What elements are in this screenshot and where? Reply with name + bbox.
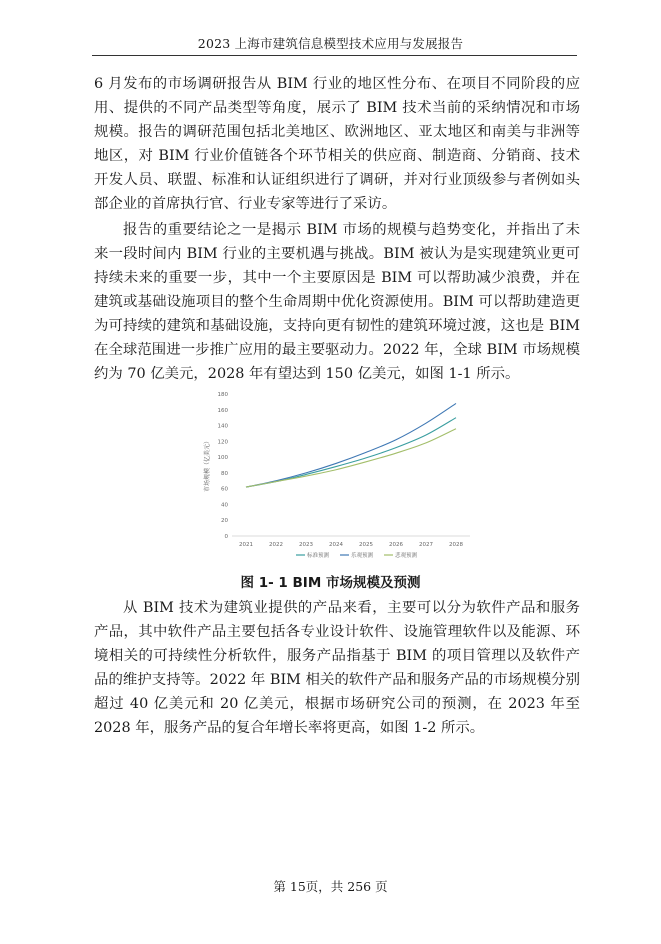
y-tick-label: 0 [224, 534, 228, 540]
body-paragraph-1: 6 月发布的市场调研报告从 BIM 行业的地区性分布、在项目不同阶段的应用、提供的不同产品类型等角度，展示了 BIM 技术当前的采纳情况和市场规模。报告的调研范围包括北美地区、欧洲地区、亚太地区和南美与非洲等地区，对 BIM 行业价值链各个环节相关的供应商、制造商、分销商、技术开发人员、联盟、标准和认证组织进行了调研，并对行业顶级参与者例如头部企业的首席执行官、行业专家等进行了采访。 [94, 76, 580, 212]
y-tick-label: 100 [217, 455, 228, 462]
x-tick-label: 2026 [389, 542, 403, 548]
y-tick-label: 120 [217, 439, 228, 446]
y-tick-label: 180 [217, 392, 228, 398]
legend-label-3: 悲观预测 [395, 553, 418, 559]
running-header: 2023 上海市建筑信息模型技术应用与发展报告 [197, 36, 464, 51]
x-tick-label: 2021 [239, 542, 253, 548]
y-tick-label: 140 [217, 423, 228, 430]
y-axis-title: 市场规模（亿美元） [204, 437, 211, 493]
legend-label-2: 乐观预测 [351, 553, 374, 559]
x-tick-label: 2023 [299, 542, 313, 548]
x-tick-label: 2027 [419, 542, 433, 548]
series-line-2 [246, 403, 456, 487]
x-tick-label: 2028 [449, 542, 463, 548]
x-tick-label: 2024 [329, 542, 343, 548]
y-tick-label: 60 [221, 486, 228, 493]
y-tick-label: 40 [221, 502, 228, 509]
y-tick-label: 80 [221, 470, 228, 477]
y-tick-label: 160 [217, 407, 228, 414]
market-size-chart [200, 386, 480, 564]
body-paragraph-3: 从 BIM 技术为建筑业提供的产品来看，主要可以分为软件产品和服务产品，其中软件产品主要包括各专业设计软件、设施管理软件以及能源、环境相关的可持续性分析软件，服务产品指基于 BIM 的项目管理以及软件产品的维护支持等。2022 年 BIM 相关的软件产品和服务产品的市场规模分别超过 40 亿美元和 20 亿美元，根据市场研究公司的预测，在 2023 年至 2028 年，服务产品的复合年增长率将更高，如图 1-2 所示。 [94, 600, 580, 736]
legend-label-1: 标准预测 [307, 553, 330, 559]
x-tick-label: 2025 [359, 542, 373, 548]
page-number: 第 15页，共 256 页 [273, 879, 388, 894]
series-line-1 [246, 418, 456, 487]
body-paragraph-2: 报告的重要结论之一是揭示 BIM 市场的规模与趋势变化，并指出了未来一段时间内 BIM 行业的主要机遇与挑战。BIM 被认为是实现建筑业更可持续未来的重要一步，其中一个主要原因是 BIM 可以帮助减少浪费，并在建筑或基础设施项目的整个生命周期中优化资源使用。BIM 可以帮助建造更为可持续的建筑和基础设施，支持向更有韧性的建筑环境过渡，这也是 BIM 在全球范围进一步推广应用的最主要驱动力。2022 年，全球 BIM 市场规模约为 70 亿美元，2028 年有望达到 150 亿美元，如图 1-1 所示。 [94, 222, 580, 382]
x-tick-label: 2022 [269, 542, 283, 548]
header-rule [92, 55, 577, 56]
figure-caption: 图 1- 1 BIM 市场规模及预测 [240, 575, 421, 591]
y-tick-label: 20 [221, 518, 228, 525]
